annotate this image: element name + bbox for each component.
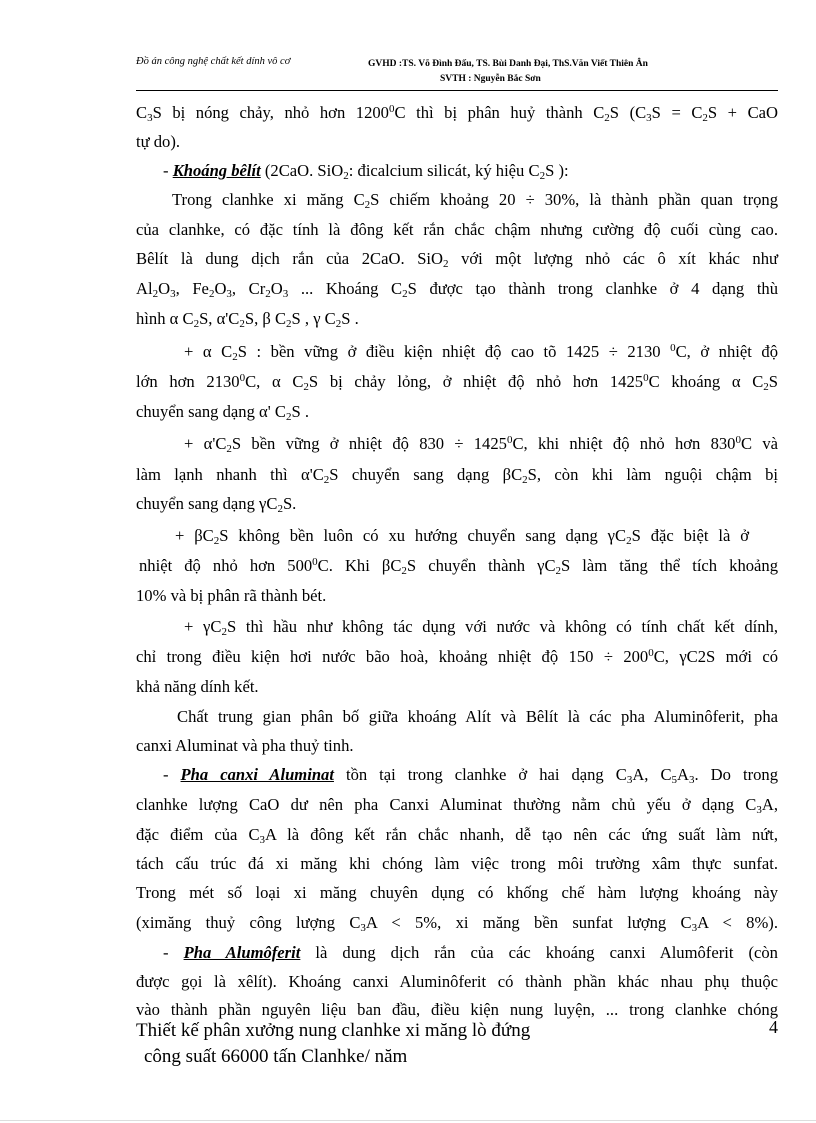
text-line: 10% và bị phân rã thành bét. — [136, 586, 327, 605]
text-line: Trong clanhke xi măng $C_2S$ chiếm khoảng 20 ÷ 30%, là thành phần quan trọng — [172, 190, 778, 211]
text-line: canxi Aluminat và pha thuỷ tinh. — [136, 736, 354, 755]
text-line: + α $C_2S$ : bền vững ở điều kiện nhiệt độ cao tõ 1425 ÷ 2130 $^0$C, ở nhiệt độ — [184, 342, 779, 363]
text-line: Trong mét số loại xi măng chuyên dụng có khống chế hàm lượng khoáng này — [136, 883, 778, 902]
text-line: tách cấu trúc đá xi măng khi chóng làm việc trong môi trường xâm thực sunfat. — [136, 854, 778, 873]
text-line: vào thành phần nguyên liệu ban đầu, điều kiện nung luyện, ... trong clanhke chóng — [136, 1000, 778, 1019]
page-bottom-rule — [0, 1120, 816, 1121]
text-line: chuyển sang dạng $\gamma C_2S$. — [136, 494, 297, 515]
text-line: chỉ trong điều kiện hơi nước bão hoà, khoảng nhiệt độ $150 \div 200^0C$, γC2S mới có — [136, 647, 778, 666]
text-line: Chất trung gian phân bố giữa khoáng Alít và Bêlít là các pha Aluminôferit, pha — [177, 707, 778, 726]
header-student: SVTH : Nguyễn Bắc Sơn — [440, 74, 541, 84]
text-line: lớn hơn 2130$^0$C, α $C_2S$ bị chảy lỏng, ở nhiệt độ nhỏ hơn 1425$^0$C khoáng α $C_2S$ — [136, 372, 779, 393]
text-line: đặc điểm của $C_3A$ là đông kết rắn chắc nhanh, dễ tạo nên các ứng suất làm nứt, — [136, 825, 778, 846]
text-line-pha-canxi-aluminat: - Pha canxi Aluminat tồn tại trong clanhke ở hai dạng $C_3A$, $C_5A_3$. Do trong — [163, 765, 778, 786]
heading-khoang-belit: Khoáng bêlít — [172, 161, 261, 180]
heading-pha-alumoferit: Pha Alumôferit — [183, 943, 301, 962]
text-line: clanhke lượng CaO dư nên pha Canxi Aluminat thường nằm chủ yếu ở dạng $C_3A$, — [136, 795, 778, 816]
text-line: khả năng dính kết. — [136, 677, 259, 696]
text-line-pha-alumoferit: - Pha Alumôferit là dung dịch rắn của các khoáng canxi Alumôferit (còn — [163, 943, 778, 962]
text-line-khoang-belit: - Khoáng bêlít (2CaO. SiO$_2$: đicalcium silicát, ký hiệu $C_2S$ ): — [163, 161, 569, 182]
text-line: hình α $C_2S$, $\alpha'C_2S$, β $C_2S$ , γ $C_2S$ . — [136, 309, 359, 330]
footer-title-line1: Thiết kế phân xưởng nung clanhke xi măng lò đứng — [136, 1020, 531, 1041]
text-line: chuyển sang dạng α' $C_2S$ . — [136, 402, 309, 423]
text-line: + $\beta C_2S$ không bền luôn có xu hướng chuyển sang dạng $\gamma C_2S$ đặc biệt là ở — [175, 526, 749, 547]
text-line: + $\gamma C_2S$ thì hầu như không tác dụng với nước và không có tính chất kết dính, — [184, 617, 778, 638]
header-course-title: Đồ án công nghệ chất kết dính vô cơ — [136, 56, 291, 67]
heading-pha-canxi-aluminat: Pha canxi Aluminat — [180, 765, 334, 784]
text-line: nhiệt độ nhỏ hơn $500^0C$. Khi $\beta C_2S$ chuyển thành $\gamma C_2S$ làm tăng thể tích khoảng — [139, 556, 778, 577]
page-number: 4 — [769, 1017, 778, 1037]
footer-title-line2: công suất 66000 tấn Clanhke/ năm — [144, 1046, 408, 1067]
text-line: $C_3S$ bị nóng chảy, nhỏ hơn 1200$^0$C thì bị phân huỷ thành $C_2S$ ($C_3S = C_2S$ + CaO — [136, 103, 778, 124]
header-supervisors: GVHD :TS. Võ Đình Đấu, TS. Bùi Danh Đại, ThS.Văn Viết Thiên Ân — [368, 59, 648, 69]
text-line: được gọi là xêlít). Khoáng canxi Aluminôferit có thành phần khác nhau phụ thuộc — [136, 972, 778, 991]
header-rule — [136, 90, 778, 91]
text-line: $Al_2O_3$, $Fe_2O_3$, $Cr_2O_3$ ... Khoáng $C_2S$ được tạo thành trong clanhke ở 4 dạng thù — [136, 279, 779, 300]
text-line: + $\alpha'C_2S$ bền vững ở nhiệt độ $830 \div 1425^0C$, khi nhiệt độ nhỏ hơn $830^0C$ và — [184, 434, 778, 455]
text-line: tự do). — [136, 132, 181, 151]
text-line: Bêlít là dung dịch rắn của 2CaO. SiO$_2$ với một lượng nhỏ các ô xít khác như — [136, 249, 778, 270]
text-line: của clanhke, có đặc tính là đông kết rắn chắc chậm nhưng cường độ cuối cùng cao. — [136, 220, 778, 239]
text-line: làm lạnh nhanh thì $\alpha'C_2S$ chuyển sang dạng $\beta C_2S$, còn khi làm nguội chậm bị — [136, 465, 778, 486]
text-line: (ximăng thuỷ công lượng $C_3A < 5\%$, xi măng bền sunfat lượng $C_3A < 8\%$). — [136, 913, 778, 934]
